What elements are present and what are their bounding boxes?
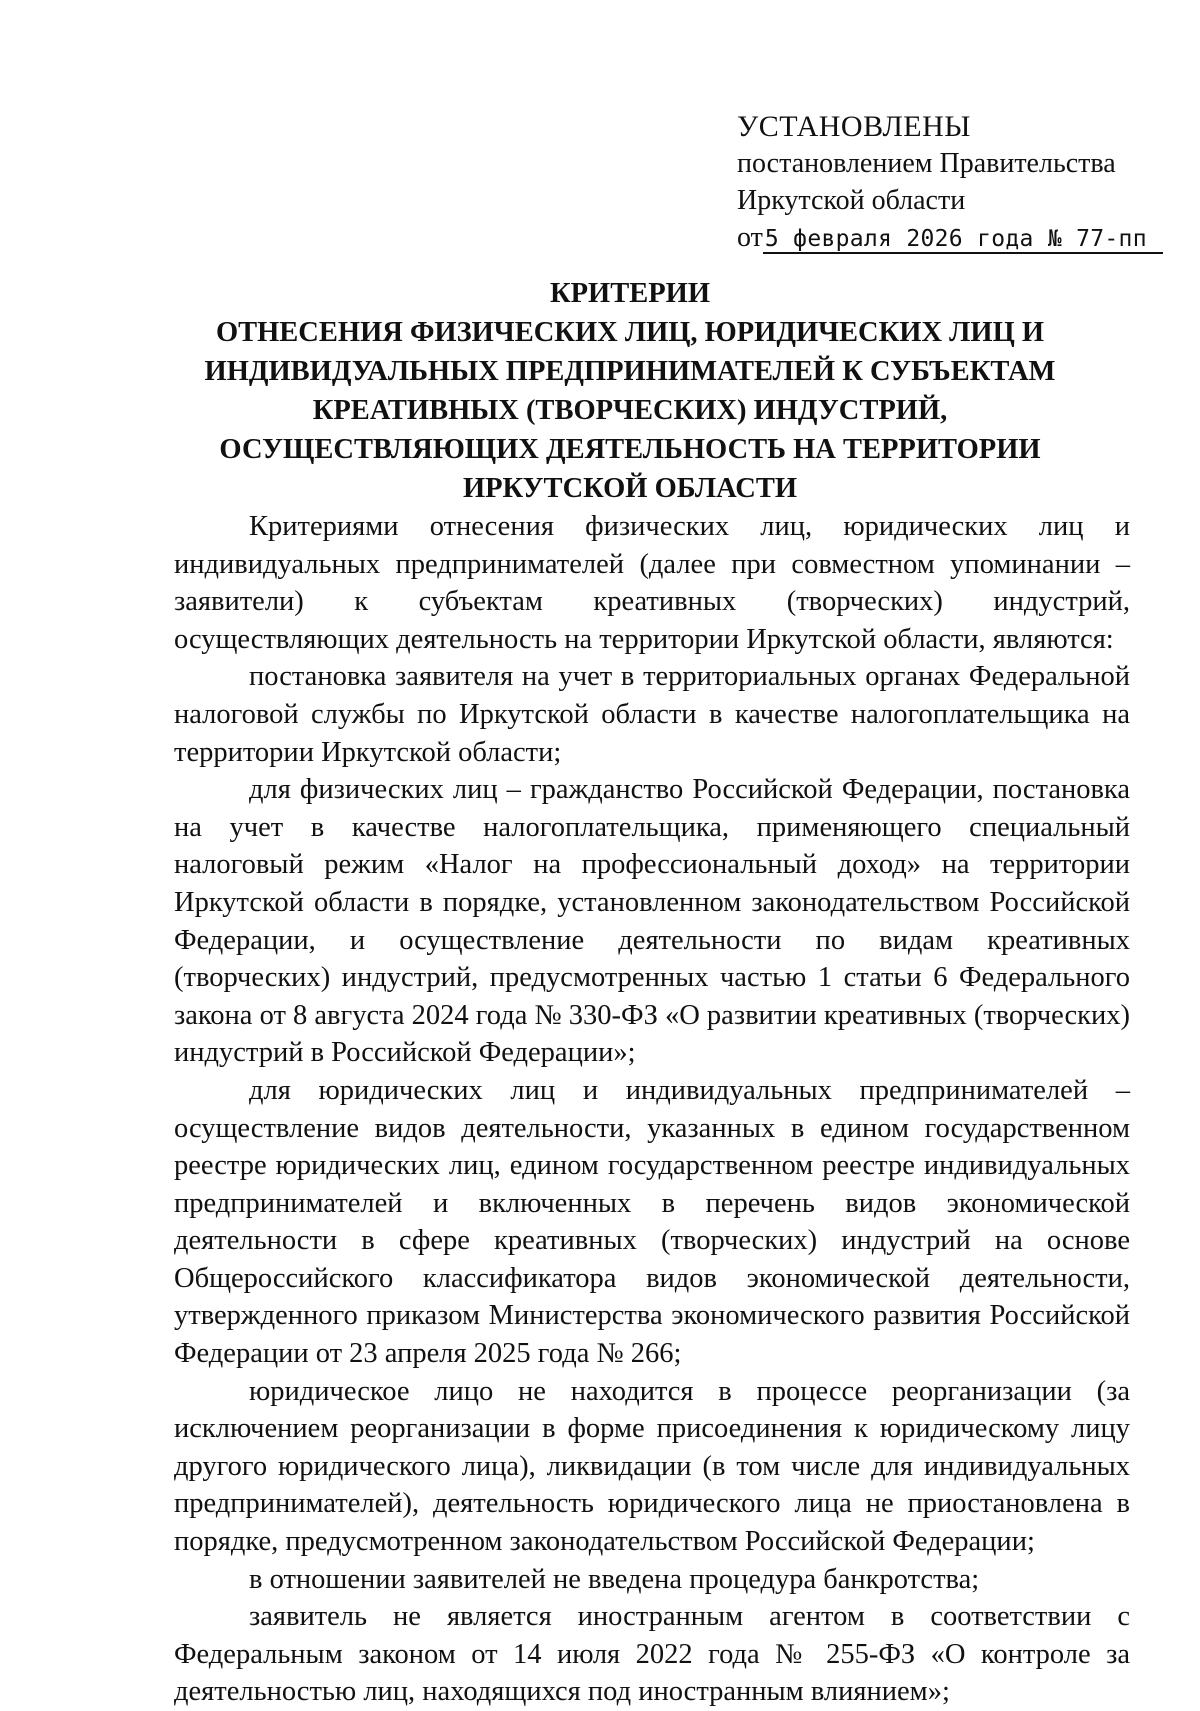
title-line: КРИТЕРИИ [549, 278, 710, 309]
criterion-legal-entities: для юридических лиц и индивидуальных предпринимателей – осуществление видов деятельности, указанных в едином государственном реестре юридических лиц, едином государственном реестре индивидуальных предпринимателей и включенных в перечень видов экономической деятельности в сфере креативных (творческих) индустрий на основе Общероссийского классификатора видов экономической деятельности, утвержденного приказом Министерства экономического развития Российской Федерации от 23 апреля 2025 года № 266; [174, 1074, 1130, 1370]
approval-line-region: Иркутской области [737, 185, 966, 216]
criterion-individuals: для физических лиц – гражданство Российской Федерации, постановка на учет в качестве налогоплательщика, применяющего специальный налоговый режим «Налог на профессиональный доход» на территории Иркутской области в порядке, установленном законодательством Российской Федерации, и осуществление деятельности по видам креативных (творческих) индустрий, предусмотренных частью 1 статьи 6 Федерального закона от 8 августа 2024 года № 330-ФЗ «О развитии креативных (творческих) индустрий в Российской Федерации»; [174, 774, 1131, 1069]
title-line: ИНДИВИДУАЛЬНЫХ ПРЕДПРИНИМАТЕЛЕЙ К СУБЪЕКТАМ [204, 356, 1056, 387]
approval-date-line [737, 219, 1177, 256]
criterion-no-bankruptcy: в отношении заявителей не введена процедура банкротства; [249, 1563, 980, 1595]
approval-stamp-block [737, 108, 1177, 256]
title-line: КРЕАТИВНЫХ (ТВОРЧЕСКИХ) ИНДУСТРИЙ, [312, 395, 948, 426]
title-line: ОТНЕСЕНИЯ ФИЗИЧЕСКИХ ЛИЦ, ЮРИДИЧЕСКИХ ЛИЦ И [215, 317, 1045, 348]
approval-from-prefix: от [737, 222, 763, 253]
approval-heading: УСТАНОВЛЕНЫ [737, 110, 971, 143]
document-body [174, 508, 1130, 1711]
approval-date-number: 5 февраля 2026 года № 77-пп [763, 226, 1163, 254]
criterion-not-foreign-agent: заявитель не является иностранным агентом в соответствии с Федеральным законом от 14 июля 2022 года № 255-ФЗ «О контроле за деятельностью лиц, находящихся под иностранным влиянием»; [174, 1601, 1130, 1708]
title-line: ИРКУТСКОЙ ОБЛАСТИ [462, 473, 798, 504]
document-title [130, 274, 1130, 508]
criterion-tax-registration: постановка заявителя на учет в территориальных органах Федеральной налоговой службы по Иркутской области в качестве налогоплательщика на территории Иркутской области; [174, 661, 1130, 768]
title-line: ОСУЩЕСТВЛЯЮЩИХ ДЕЯТЕЛЬНОСТЬ НА ТЕРРИТОРИИ [219, 434, 1041, 465]
approval-line-resolution: постановлением Правительства [737, 148, 1116, 179]
criteria-intro-paragraph: Критериями отнесения физических лиц, юридических лиц и индивидуальных предпринимателей (далее при совместном упоминании – заявители) к субъектам креативных (творческих) индустрий, осуществляющих деятельность на территории Иркутской области, являются: [174, 511, 1130, 655]
criterion-no-reorganization: юридическое лицо не находится в процессе реорганизации (за исключением реорганизации в форме присоединения к юридическому лицу другого юридического лица), ликвидации (в том числе для индивидуальных предпринимателей), деятельность юридического лица не приостановлена в порядке, предусмотренном законодательством Российской Федерации; [174, 1375, 1130, 1558]
